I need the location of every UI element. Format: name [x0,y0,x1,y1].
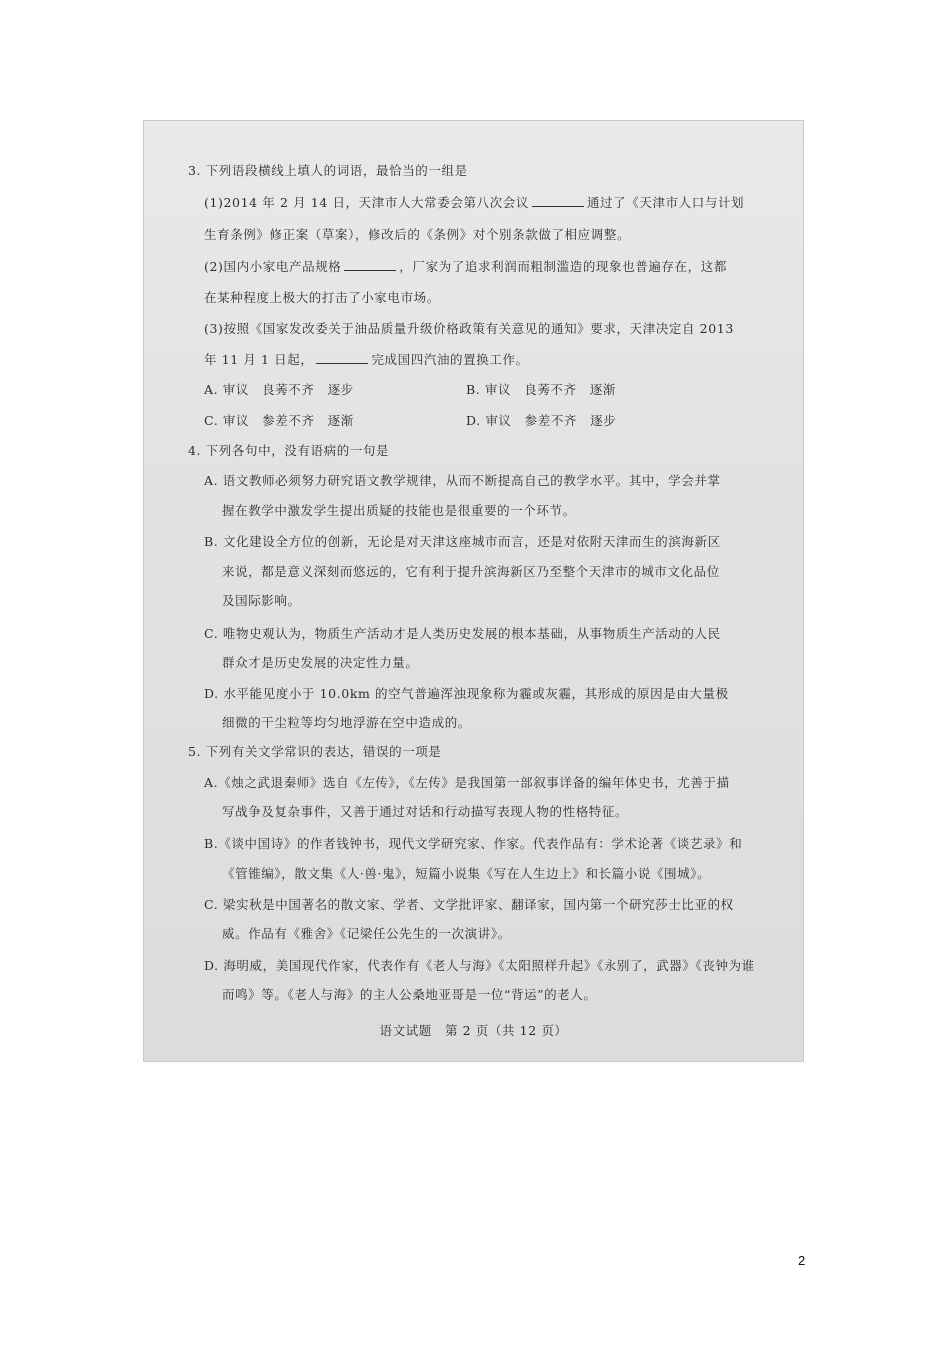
page-number: 2 [798,1253,806,1268]
q3-sentence-3-cont: 年 11 月 1 日起， 完成国四汽油的置换工作。 [204,352,529,367]
q3-stem: 3. 下列语段横线上填人的词语，最恰当的一组是 [188,163,468,178]
q4-option-b-line2: 来说，都是意义深刻而悠远的，它有利于提升滨海新区乃至整个天津市的城市文化品位 [222,564,720,579]
q5-option-b-line1: B.《谈中国诗》的作者钱钟书，现代文学研究家、作家。代表作品有：学术论著《谈艺录》和 [204,836,743,851]
q3-sentence-2-cont: 在某种程度上极大的打击了小家电市场。 [204,290,440,305]
q4-option-b-line3: 及国际影响。 [222,593,301,608]
q4-stem: 4. 下列各句中，没有语病的一句是 [188,443,390,458]
q4-option-c-line2: 群众才是历史发展的决定性力量。 [222,655,419,670]
q3-option-d: D. 审议 参差不齐 逐步 [466,413,617,428]
q5-option-d-line1: D. 海明威，美国现代作家，代表作有《老人与海》《太阳照样升起》《永别了，武器》《丧钟为谁 [204,958,755,973]
q5-option-a-line1: A.《烛之武退秦师》选自《左传》，《左传》是我国第一部叙事详备的编年体史书，尤善于描 [204,775,730,790]
q4-option-c-line1: C. 唯物史观认为，物质生产活动才是人类历史发展的根本基础，从事物质生产活动的人民 [204,626,721,641]
q4-option-a-line2: 握在教学中激发学生提出质疑的技能也是很重要的一个环节。 [222,503,576,518]
q4-option-a-line1: A. 语文教师必须努力研究语文教学规律，从而不断提高自己的教学水平。其中，学会并掌 [204,473,721,488]
q5-option-d-line2: 而鸣》等。《老人与海》的主人公桑地亚哥是一位“背运”的老人。 [222,987,597,1002]
blank-2 [344,258,396,271]
blank-1 [532,194,584,207]
q4-option-b-line1: B. 文化建设全方位的创新，无论是对天津这座城市而言，还是对依附天津而生的滨海新区 [204,534,721,549]
q5-option-b-line2: 《管锥编》，散文集《人·兽·鬼》，短篇小说集《写在人生边上》和长篇小说《围城》。 [222,866,711,881]
q3-option-a: A. 审议 良莠不齐 逐步 [204,382,354,397]
page-footer: 语文试题 第 2 页（共 12 页） [379,1023,568,1038]
q3-sentence-1-cont: 生育条例》修正案（草案），修改后的《条例》对个别条款做了相应调整。 [204,227,631,242]
q5-option-a-line2: 写战争及复杂事件，又善于通过对话和行动描写表现人物的性格特征。 [222,804,629,819]
q3-sentence-2: (2)国内小家电产品规格 ，厂家为了追求利润而粗制滥造的现象也普遍存在，这都 [204,259,727,274]
q4-option-d-line2: 细微的干尘粒等均匀地浮游在空中造成的。 [222,715,471,730]
q3-sentence-3: (3)按照《国家发改委关于油品质量升级价格政策有关意见的通知》要求，天津决定自 2013 [204,321,734,336]
q3-sentence-1: (1)2014 年 2 月 14 日，天津市人大常委会第八次会议 通过了《天津市人口与计划 [204,195,745,210]
q4-option-d-line1: D. 水平能见度小于 10.0km 的空气普遍浑浊现象称为霾或灰霾，其形成的原因是由大量极 [204,686,729,701]
q5-option-c-line1: C. 梁实秋是中国著名的散文家、学者、文学批评家、翻译家，国内第一个研究莎士比亚的权 [204,897,734,912]
q5-stem: 5. 下列有关文学常识的表达，错误的一项是 [188,744,442,759]
q5-option-c-line2: 威。作品有《雅舍》《记梁任公先生的一次演讲》。 [222,926,511,941]
q3-option-c: C. 审议 参差不齐 逐渐 [204,413,354,428]
scanned-page [143,120,804,1062]
q3-option-b: B. 审议 良莠不齐 逐渐 [466,382,616,397]
blank-3 [316,351,368,364]
